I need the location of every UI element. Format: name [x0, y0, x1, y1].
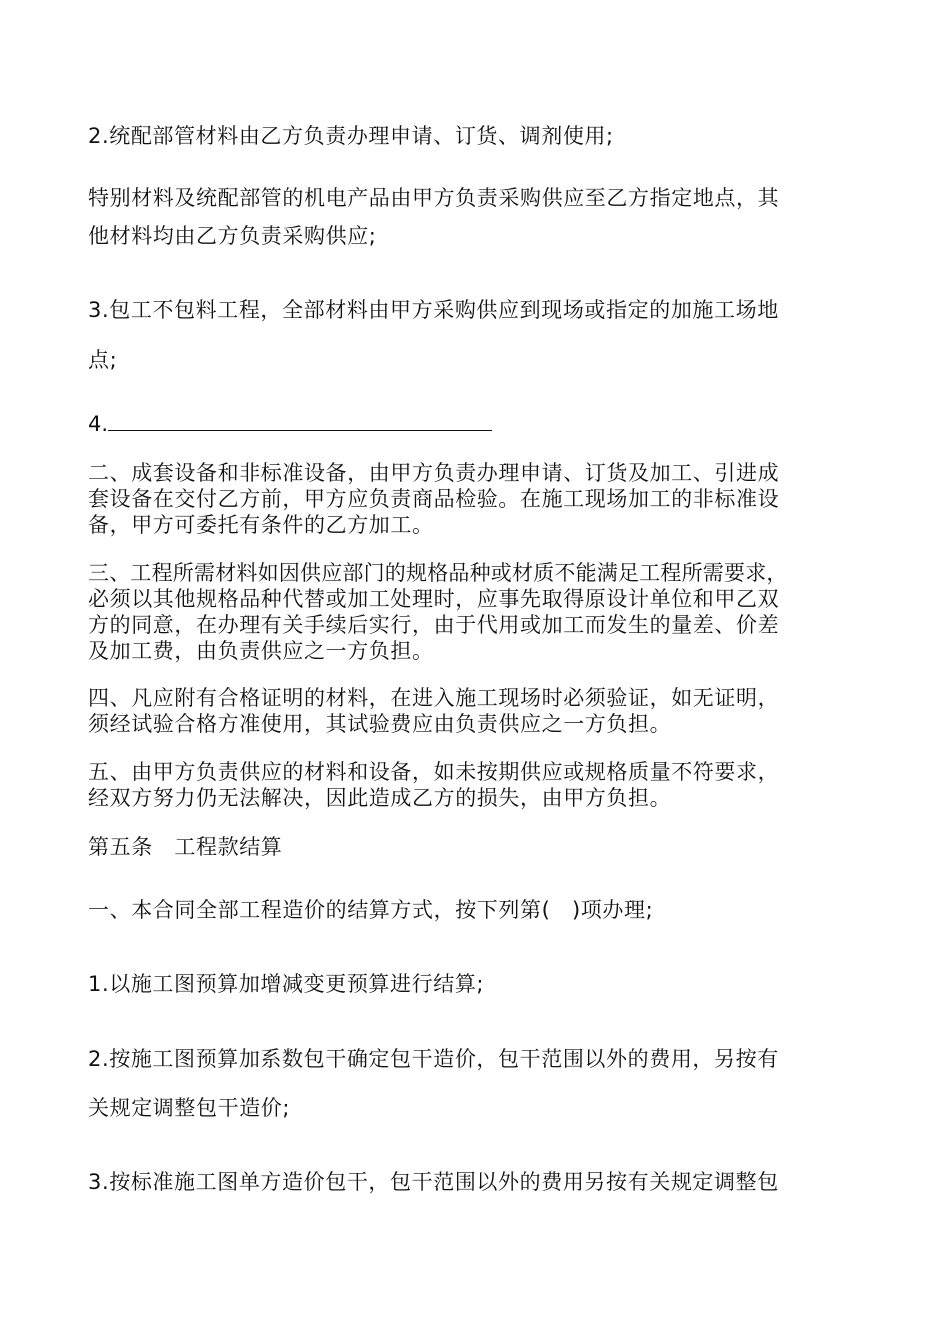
clause-line: 3.按标准施工图单方造价包干，包干范围以外的费用另按有关规定调整包 [88, 1170, 779, 1194]
clause-line: 套设备在交付乙方前，甲方应负责商品检验。在施工现场加工的非标准设 [88, 487, 780, 511]
clause-line: 必须以其他规格品种代替或加工处理时，应事先取得原设计单位和甲乙双 [88, 587, 780, 611]
fill-in-blank-item [88, 410, 492, 438]
clause-line: 四、凡应附有合格证明的材料，在进入施工现场时必须验证，如无证明， [88, 686, 780, 710]
clause-line: 2.按施工图预算加系数包干确定包干造价，包干范围以外的费用，另按有 [88, 1047, 779, 1071]
clause-line: 及加工费，由负责供应之一方负担。 [88, 639, 434, 663]
clause-line: 二、成套设备和非标准设备，由甲方负责办理申请、订货及加工、引进成 [88, 461, 780, 485]
article-heading: 第五条 工程款结算 [88, 835, 283, 859]
clause-line: 须经试验合格方准使用，其试验费应由负责供应之一方负担。 [88, 712, 672, 736]
clause-line: 一、本合同全部工程造价的结算方式，按下列第( )项办理; [88, 898, 654, 922]
clause-line: 2.统配部管材料由乙方负责办理申请、订货、调剂使用; [88, 124, 614, 148]
clause-line: 方的同意，在办理有关手续后实行，由于代用或加工而发生的量差、价差 [88, 613, 780, 637]
clause-line: 备，甲方可委托有条件的乙方加工。 [88, 513, 434, 537]
clause-line: 经双方努力仍无法解决，因此造成乙方的损失，由甲方负担。 [88, 786, 672, 810]
clause-line: 关规定调整包干造价; [88, 1096, 291, 1120]
clause-line: 1.以施工图预算加增减变更预算进行结算; [88, 972, 485, 996]
clause-line: 3.包工不包料工程，全部材料由甲方采购供应到现场或指定的加施工场地 [88, 298, 779, 322]
clause-line: 特别材料及统配部管的机电产品由甲方负责采购供应至乙方指定地点，其 [88, 186, 780, 210]
clause-line: 五、由甲方负责供应的材料和设备，如未按期供应或规格质量不符要求， [88, 760, 780, 784]
clause-line: 三、工程所需材料如因供应部门的规格品种或材质不能满足工程所需要求， [88, 561, 788, 585]
blank-underline [108, 410, 492, 431]
item-number: 4. [88, 412, 109, 436]
clause-line: 点; [88, 348, 118, 372]
clause-line: 他材料均由乙方负责采购供应; [88, 224, 377, 248]
